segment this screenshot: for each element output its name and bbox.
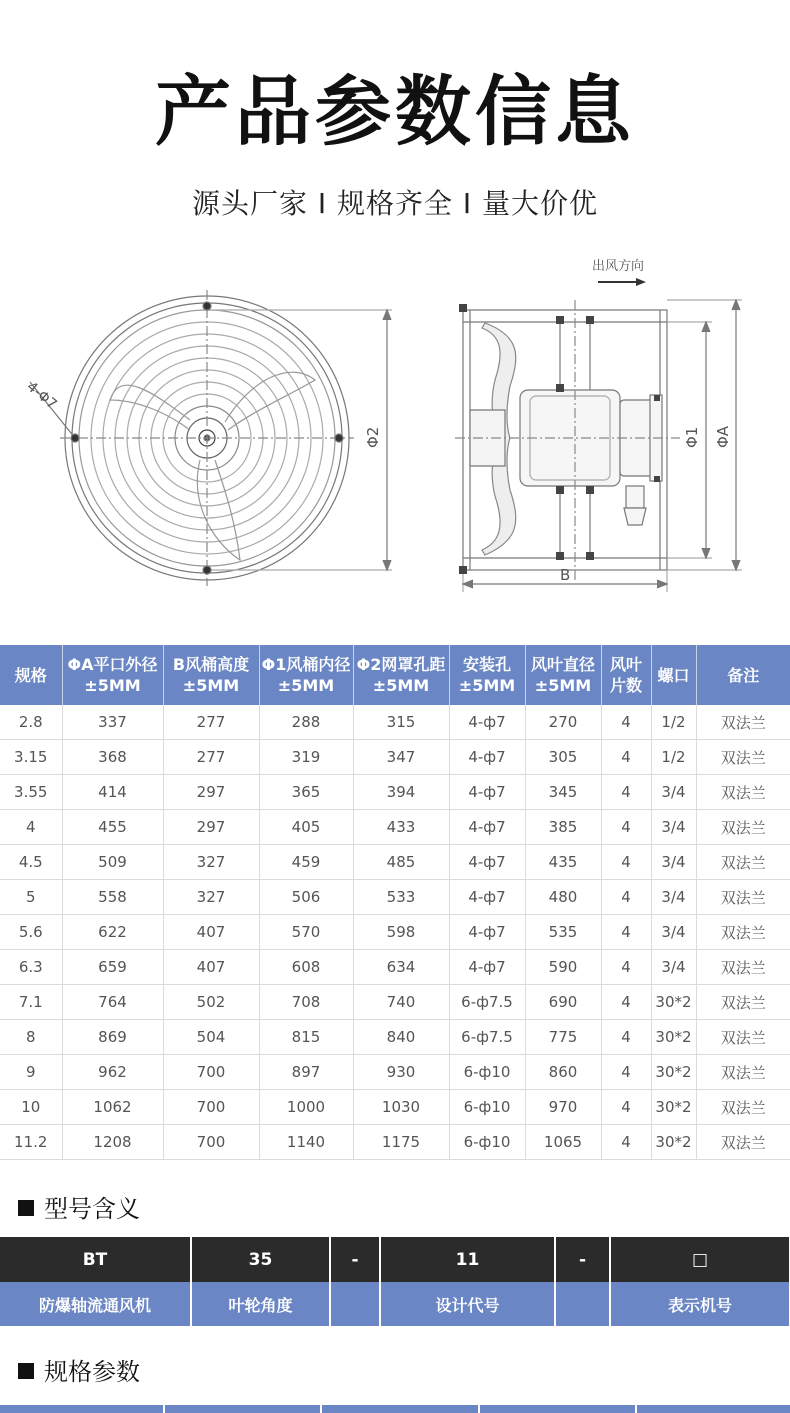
table-cell: 双法兰	[696, 810, 790, 845]
spec-header-line: ±5MM	[84, 676, 141, 695]
table-cell: 4	[601, 880, 651, 915]
table-row	[0, 985, 790, 1020]
model-meaning-cell: 表示机号	[610, 1282, 790, 1326]
table-cell: 1175	[353, 1125, 449, 1160]
table-row	[0, 950, 790, 985]
params-section-heading	[18, 1357, 140, 1387]
table-cell: 4	[0, 810, 62, 845]
spec-header-cell	[525, 645, 601, 705]
table-cell: 509	[62, 845, 163, 880]
table-cell: 4	[601, 845, 651, 880]
table-cell: 4-ф7	[449, 845, 525, 880]
square-bullet-icon	[18, 1200, 34, 1216]
model-code-cell: 11	[380, 1237, 555, 1282]
table-cell: 455	[62, 810, 163, 845]
model-meaning-cell: 叶轮角度	[191, 1282, 330, 1326]
table-cell: 双法兰	[696, 1125, 790, 1160]
table-cell: 485	[353, 845, 449, 880]
table-cell: 1062	[62, 1090, 163, 1125]
table-cell: 4-ф7	[449, 810, 525, 845]
table-cell: 533	[353, 880, 449, 915]
table-cell: 3/4	[651, 775, 696, 810]
hole-spec-label: 4-Φ7	[23, 378, 60, 413]
model-meaning-cell: 设计代号	[380, 1282, 555, 1326]
table-cell: 双法兰	[696, 740, 790, 775]
table-row	[0, 1125, 790, 1160]
table-cell: 4	[601, 1020, 651, 1055]
spec-header-line: ±5MM	[372, 676, 430, 695]
model-meaning-cell: 防爆轴流通风机	[0, 1282, 191, 1326]
column-divider	[163, 1405, 165, 1413]
table-cell: 6-ф10	[449, 1125, 525, 1160]
spec-table	[0, 645, 790, 1160]
table-cell: 433	[353, 810, 449, 845]
spec-header-line: B风桶高度	[172, 655, 250, 674]
table-cell: 双法兰	[696, 985, 790, 1020]
table-cell: 480	[525, 880, 601, 915]
spec-header-line: 风叶直径	[530, 655, 595, 674]
table-cell: 840	[353, 1020, 449, 1055]
table-cell: 1030	[353, 1090, 449, 1125]
spec-header-line: 螺口	[657, 665, 690, 685]
table-cell: 30*2	[651, 1125, 696, 1160]
table-cell: 3.55	[0, 775, 62, 810]
table-cell: 1140	[259, 1125, 353, 1160]
table-cell: 3/4	[651, 915, 696, 950]
square-bullet-icon	[18, 1363, 34, 1379]
table-cell: 1065	[525, 1125, 601, 1160]
airflow-direction-label: 出风方向	[592, 259, 645, 274]
table-cell: 297	[163, 810, 259, 845]
table-cell: 4	[601, 705, 651, 740]
table-cell: 30*2	[651, 1090, 696, 1125]
table-cell: 6.3	[0, 950, 62, 985]
table-cell: 3/4	[651, 950, 696, 985]
table-cell: 347	[353, 740, 449, 775]
spec-header-cell	[353, 645, 449, 705]
table-cell: 740	[353, 985, 449, 1020]
model-section-heading	[18, 1194, 140, 1224]
spec-header-cell	[62, 645, 163, 705]
table-cell: 297	[163, 775, 259, 810]
table-row	[0, 880, 790, 915]
table-cell: 6-ф10	[449, 1055, 525, 1090]
table-cell: 590	[525, 950, 601, 985]
table-cell: 30*2	[651, 1055, 696, 1090]
table-cell: 270	[525, 705, 601, 740]
table-cell: 双法兰	[696, 880, 790, 915]
spec-header-line: ±5MM	[534, 676, 592, 695]
spec-header-line: 备注	[727, 665, 760, 685]
spec-table-header	[0, 645, 790, 705]
model-meaning-cell	[555, 1282, 610, 1326]
table-cell: 962	[62, 1055, 163, 1090]
table-cell: 558	[62, 880, 163, 915]
table-cell: 570	[259, 915, 353, 950]
table-cell: 345	[525, 775, 601, 810]
spec-header-line: 风叶	[609, 655, 642, 674]
table-cell: 2.8	[0, 705, 62, 740]
table-cell: 4.5	[0, 845, 62, 880]
table-row	[0, 705, 790, 740]
table-cell: 6-ф10	[449, 1090, 525, 1125]
table-cell: 3.15	[0, 740, 62, 775]
column-divider	[635, 1405, 637, 1413]
table-cell: 双法兰	[696, 915, 790, 950]
table-row	[0, 1055, 790, 1090]
table-cell: 4-ф7	[449, 880, 525, 915]
table-cell: 407	[163, 915, 259, 950]
table-cell: 337	[62, 705, 163, 740]
spec-header-cell	[696, 645, 790, 705]
table-cell: 407	[163, 950, 259, 985]
table-cell: 700	[163, 1090, 259, 1125]
spec-header-cell	[651, 645, 696, 705]
spec-header-cell	[601, 645, 651, 705]
fan-dimension-diagram	[0, 250, 790, 595]
spec-header-line: Φ2网罩孔距	[356, 655, 446, 674]
table-cell: 4	[601, 1125, 651, 1160]
spec-table-body	[0, 705, 790, 1160]
table-row	[0, 845, 790, 880]
table-cell: 6-ф7.5	[449, 1020, 525, 1055]
table-cell: 30*2	[651, 1020, 696, 1055]
model-code-cell: -	[330, 1237, 380, 1282]
table-cell: 860	[525, 1055, 601, 1090]
table-cell: 327	[163, 880, 259, 915]
page-subtitle: 源头厂家 I 规格齐全 I 量大价优	[191, 187, 599, 220]
table-cell: 4	[601, 915, 651, 950]
table-cell: 690	[525, 985, 601, 1020]
table-row	[0, 775, 790, 810]
model-code-cell: BT	[0, 1237, 191, 1282]
table-cell: 4	[601, 775, 651, 810]
model-code-cell: 35	[191, 1237, 330, 1282]
spec-header-cell	[0, 645, 62, 705]
table-cell: 608	[259, 950, 353, 985]
table-cell: 1000	[259, 1090, 353, 1125]
spec-header-cell	[163, 645, 259, 705]
table-cell: 7.1	[0, 985, 62, 1020]
spec-header-line: ±5MM	[277, 676, 335, 695]
table-cell: 5	[0, 880, 62, 915]
table-cell: 4-ф7	[449, 775, 525, 810]
table-cell: 775	[525, 1020, 601, 1055]
table-cell: 4	[601, 810, 651, 845]
table-cell: 506	[259, 880, 353, 915]
table-cell: 535	[525, 915, 601, 950]
table-cell: 4-ф7	[449, 915, 525, 950]
model-section-title: 型号含义	[44, 1195, 140, 1223]
table-cell: 双法兰	[696, 950, 790, 985]
table-cell: 897	[259, 1055, 353, 1090]
spec-header-line: 规格	[14, 665, 47, 685]
table-cell: 277	[163, 705, 259, 740]
table-cell: 815	[259, 1020, 353, 1055]
model-code-cell: -	[555, 1237, 610, 1282]
table-cell: 459	[259, 845, 353, 880]
table-cell: 4-ф7	[449, 705, 525, 740]
table-cell: 1/2	[651, 705, 696, 740]
table-cell: 4	[601, 1055, 651, 1090]
table-cell: 5.6	[0, 915, 62, 950]
params-section-title: 规格参数	[44, 1358, 140, 1386]
table-cell: 659	[62, 950, 163, 985]
model-code-table	[0, 1237, 790, 1326]
spec-header-line: Φ1风桶内径	[261, 655, 351, 674]
table-cell: 双法兰	[696, 705, 790, 740]
table-cell: 502	[163, 985, 259, 1020]
table-cell: 4	[601, 1090, 651, 1125]
phi1-label: Φ1	[683, 426, 701, 448]
spec-header-cell	[259, 645, 353, 705]
table-cell: 622	[62, 915, 163, 950]
B-label: B	[560, 566, 571, 584]
table-cell: 315	[353, 705, 449, 740]
table-cell: 1208	[62, 1125, 163, 1160]
table-cell: 368	[62, 740, 163, 775]
table-cell: 1/2	[651, 740, 696, 775]
table-cell: 327	[163, 845, 259, 880]
table-cell: 394	[353, 775, 449, 810]
spec-header-line: ΦA平口外径	[67, 655, 158, 674]
table-cell: 3/4	[651, 845, 696, 880]
table-cell: 288	[259, 705, 353, 740]
model-code-row	[0, 1237, 790, 1282]
table-cell: 405	[259, 810, 353, 845]
model-meaning-cell	[330, 1282, 380, 1326]
table-cell: 700	[163, 1055, 259, 1090]
table-cell: 4-ф7	[449, 740, 525, 775]
table-cell: 双法兰	[696, 845, 790, 880]
table-cell: 634	[353, 950, 449, 985]
page-title: 产品参数信息	[155, 67, 635, 156]
model-code-cell: □	[610, 1237, 790, 1282]
table-cell: 10	[0, 1090, 62, 1125]
table-cell: 930	[353, 1055, 449, 1090]
table-cell: 319	[259, 740, 353, 775]
spec-header-line: ±5MM	[182, 676, 240, 695]
column-divider	[478, 1405, 480, 1413]
table-cell: 4	[601, 950, 651, 985]
table-cell: 277	[163, 740, 259, 775]
phiA-label: ΦA	[714, 425, 732, 448]
spec-header-line: 安装孔	[462, 655, 511, 674]
table-cell: 9	[0, 1055, 62, 1090]
table-cell: 双法兰	[696, 775, 790, 810]
table-cell: 414	[62, 775, 163, 810]
table-cell: 4	[601, 740, 651, 775]
table-cell: 365	[259, 775, 353, 810]
next-table-header-strip	[0, 1405, 790, 1413]
table-row	[0, 1090, 790, 1125]
table-cell: 700	[163, 1125, 259, 1160]
table-cell: 385	[525, 810, 601, 845]
spec-header-cell	[449, 645, 525, 705]
table-cell: 4	[601, 985, 651, 1020]
column-divider	[320, 1405, 322, 1413]
table-cell: 30*2	[651, 985, 696, 1020]
table-cell: 8	[0, 1020, 62, 1055]
table-cell: 双法兰	[696, 1055, 790, 1090]
spec-header-line: ±5MM	[458, 676, 516, 695]
table-cell: 764	[62, 985, 163, 1020]
table-row	[0, 810, 790, 845]
table-cell: 435	[525, 845, 601, 880]
table-row	[0, 1020, 790, 1055]
table-cell: 3/4	[651, 810, 696, 845]
table-row	[0, 740, 790, 775]
table-cell: 3/4	[651, 880, 696, 915]
table-cell: 970	[525, 1090, 601, 1125]
table-cell: 11.2	[0, 1125, 62, 1160]
table-cell: 6-ф7.5	[449, 985, 525, 1020]
table-cell: 4-ф7	[449, 950, 525, 985]
table-cell: 305	[525, 740, 601, 775]
table-cell: 双法兰	[696, 1020, 790, 1055]
phi2-label: Φ2	[364, 426, 382, 448]
table-cell: 504	[163, 1020, 259, 1055]
table-cell: 598	[353, 915, 449, 950]
table-cell: 双法兰	[696, 1090, 790, 1125]
table-row	[0, 915, 790, 950]
model-meaning-row	[0, 1282, 790, 1326]
spec-header-line: 片数	[609, 676, 642, 695]
table-cell: 708	[259, 985, 353, 1020]
table-cell: 869	[62, 1020, 163, 1055]
